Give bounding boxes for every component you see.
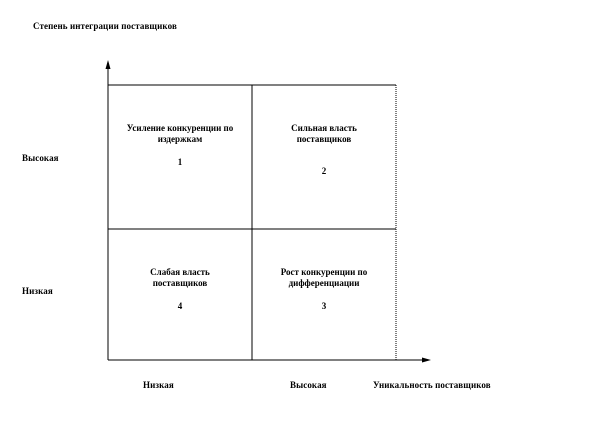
quadrant-3 [262, 267, 386, 312]
quadrant-2 [262, 123, 386, 177]
quadrant-2-number: 2 [321, 166, 327, 176]
y-axis-title: Степень интеграции поставщиков [33, 21, 177, 31]
x-axis-title: Уникальность поставщиков [373, 380, 491, 390]
quadrant-1-number: 1 [177, 157, 183, 167]
quadrant-4-text: Слабая власть поставщиков [150, 267, 210, 288]
quadrant-4-number: 4 [177, 301, 183, 311]
quadrant-1-text: Усиление конкуренции по издержкам [126, 123, 234, 144]
x-level-high-label: Высокая [290, 380, 327, 390]
quadrant-3-text: Рост конкуренции по дифференциации [280, 267, 368, 288]
quadrant-2-text: Сильная власть поставщиков [291, 123, 357, 144]
y-axis-arrow [106, 60, 111, 69]
quadrant-1 [118, 123, 242, 168]
quadrant-3-number: 3 [321, 301, 327, 311]
x-axis-arrow [422, 358, 431, 363]
quadrant-4 [118, 267, 242, 312]
y-level-low-label: Низкая [22, 286, 53, 296]
x-level-low-label: Низкая [143, 380, 174, 390]
y-level-high-label: Высокая [22, 153, 59, 163]
